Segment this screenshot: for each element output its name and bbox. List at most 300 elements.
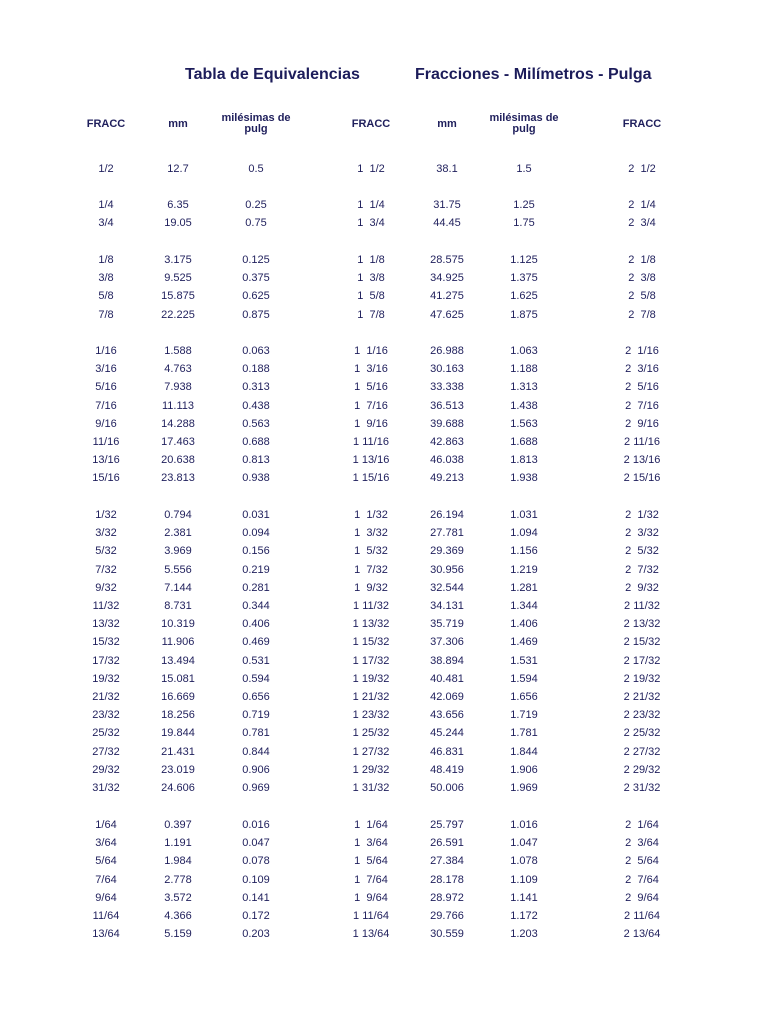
table-row xyxy=(0,761,768,779)
cell-mils-1: 1.313 xyxy=(510,381,538,394)
cell-mils: 0.406 xyxy=(242,618,270,631)
cell-frac-1: 1 5/64 xyxy=(354,855,388,868)
cell-frac: 1/16 xyxy=(95,345,117,357)
cell-frac: 19/32 xyxy=(92,672,120,685)
cell-mils-1: 1.125 xyxy=(510,254,538,266)
table-row xyxy=(0,269,768,287)
header-mm: mm xyxy=(168,117,188,130)
cell-mils-1: 1.281 xyxy=(510,581,538,594)
cell-mils: 0.172 xyxy=(242,910,270,922)
cell-frac-2: 2 9/32 xyxy=(625,581,659,594)
cell-mm: 23.813 xyxy=(161,472,195,485)
cell-frac-1: 1 27/32 xyxy=(352,745,390,758)
cell-mils: 0.563 xyxy=(242,417,270,430)
table-row xyxy=(0,506,768,524)
cell-mils: 0.969 xyxy=(242,782,270,794)
cell-mm-1: 38.894 xyxy=(430,654,464,667)
cell-frac: 3/64 xyxy=(95,837,117,850)
cell-mm-1: 27.781 xyxy=(430,527,464,540)
cell-mm: 6.35 xyxy=(167,199,189,211)
cell-mils-1: 1.625 xyxy=(510,290,538,303)
cell-mm: 5.556 xyxy=(164,563,192,576)
cell-mils: 0.219 xyxy=(242,563,270,576)
cell-mm-1: 28.178 xyxy=(430,873,464,886)
cell-frac-2: 2 7/16 xyxy=(625,399,659,412)
cell-frac-1: 1 9/32 xyxy=(354,581,388,594)
cell-frac-2: 2 27/32 xyxy=(623,745,661,758)
cell-mils-1: 1.375 xyxy=(510,272,538,285)
cell-mils: 0.094 xyxy=(242,527,270,540)
cell-frac: 7/16 xyxy=(95,399,117,412)
cell-mm: 23.019 xyxy=(161,763,195,776)
cell-frac-2: 2 3/16 xyxy=(625,363,659,376)
cell-mm: 2.778 xyxy=(164,873,192,886)
cell-frac-2: 2 21/32 xyxy=(623,691,661,703)
cell-frac-2: 2 1/32 xyxy=(625,509,659,521)
table-row xyxy=(0,378,768,396)
cell-frac: 1/4 xyxy=(98,199,114,211)
cell-mils-1: 1.563 xyxy=(510,417,538,430)
table-row xyxy=(0,542,768,560)
cell-mm-1: 29.766 xyxy=(430,910,464,922)
cell-frac-1: 1 7/32 xyxy=(354,563,388,576)
cell-mm: 0.397 xyxy=(164,819,192,831)
cell-mils: 0.75 xyxy=(245,217,267,230)
cell-frac: 3/32 xyxy=(95,527,117,540)
cell-frac: 9/16 xyxy=(95,417,117,430)
cell-frac-2: 2 1/64 xyxy=(625,819,659,831)
table-row xyxy=(0,907,768,925)
cell-mm-1: 27.384 xyxy=(430,855,464,868)
cell-frac: 27/32 xyxy=(92,745,120,758)
cell-mm: 3.175 xyxy=(164,254,192,266)
cell-frac-1: 1 13/16 xyxy=(352,454,390,467)
cell-frac-2: 2 11/32 xyxy=(624,600,660,612)
cell-mils-1: 1.109 xyxy=(510,873,538,886)
cell-mils-1: 1.656 xyxy=(510,691,538,703)
cell-frac-2: 2 17/32 xyxy=(623,654,661,667)
cell-frac: 25/32 xyxy=(92,727,120,740)
cell-mm: 3.572 xyxy=(164,891,192,904)
cell-frac-1: 1 9/64 xyxy=(354,891,388,904)
cell-mm-1: 34.131 xyxy=(430,600,464,612)
cell-frac-1: 1 5/32 xyxy=(354,545,388,558)
cell-mm-1: 44.45 xyxy=(433,217,461,230)
header-mils-1: milésimas de pulg xyxy=(489,112,559,135)
cell-frac: 11/64 xyxy=(92,910,120,922)
cell-frac: 13/32 xyxy=(92,618,120,631)
cell-frac-1: 1 17/32 xyxy=(352,654,390,667)
cell-mils: 0.156 xyxy=(242,545,270,558)
cell-frac-2: 2 15/32 xyxy=(623,636,661,649)
table-subtitle: Fracciones - Milímetros - Pulga xyxy=(415,66,652,83)
cell-mm: 2.381 xyxy=(164,527,192,540)
cell-mils: 0.375 xyxy=(242,272,270,285)
cell-mils: 0.906 xyxy=(242,763,270,776)
cell-mils: 0.656 xyxy=(242,691,270,703)
cell-mm: 19.844 xyxy=(161,727,195,740)
cell-mm-1: 48.419 xyxy=(430,763,464,776)
cell-mm: 4.366 xyxy=(164,910,192,922)
cell-mm-1: 28.575 xyxy=(430,254,464,266)
table-row xyxy=(0,196,768,214)
cell-frac-1: 1 13/32 xyxy=(352,618,390,631)
table-row xyxy=(0,415,768,433)
cell-frac: 15/32 xyxy=(92,636,120,649)
cell-mm-1: 32.544 xyxy=(430,581,464,594)
cell-mm-1: 45.244 xyxy=(430,727,464,740)
cell-mm: 22.225 xyxy=(161,308,195,321)
cell-mm: 5.159 xyxy=(164,928,192,941)
cell-frac-2: 2 31/32 xyxy=(623,782,661,794)
cell-mils-1: 1.594 xyxy=(510,672,538,685)
cell-frac: 1/32 xyxy=(95,509,117,521)
cell-frac-2: 2 5/8 xyxy=(628,290,656,303)
cell-mils: 0.344 xyxy=(242,600,270,612)
cell-mils: 0.625 xyxy=(242,290,270,303)
cell-mm: 11.906 xyxy=(161,636,195,649)
cell-mm-1: 26.591 xyxy=(430,837,464,850)
table-row xyxy=(0,469,768,487)
cell-mils: 0.078 xyxy=(242,855,270,868)
cell-frac: 15/16 xyxy=(92,472,120,485)
cell-frac: 29/32 xyxy=(92,763,120,776)
cell-mm-1: 25.797 xyxy=(430,819,464,831)
cell-mm-1: 42.863 xyxy=(430,436,464,448)
cell-mils-1: 1.031 xyxy=(510,509,538,521)
cell-mils-1: 1.719 xyxy=(510,709,538,722)
cell-frac-1: 1 1/32 xyxy=(354,509,388,521)
cell-frac: 3/8 xyxy=(98,272,114,285)
cell-mils: 0.25 xyxy=(245,199,267,211)
cell-mm-1: 34.925 xyxy=(430,272,464,285)
cell-frac-2: 2 13/16 xyxy=(623,454,661,467)
cell-frac: 31/32 xyxy=(92,782,120,794)
cell-mm-1: 26.194 xyxy=(430,509,464,521)
cell-frac-1: 1 15/16 xyxy=(352,472,390,485)
cell-mils-1: 1.344 xyxy=(510,600,538,612)
cell-mm-1: 49.213 xyxy=(430,472,464,485)
cell-frac: 13/16 xyxy=(92,454,120,467)
cell-mils: 0.5 xyxy=(248,163,264,175)
cell-frac: 11/16 xyxy=(92,436,120,448)
cell-mm: 14.288 xyxy=(161,417,195,430)
cell-mm: 4.763 xyxy=(164,363,192,376)
cell-mm: 1.984 xyxy=(164,855,192,868)
cell-frac-1: 1 7/64 xyxy=(354,873,388,886)
cell-mils-1: 1.063 xyxy=(510,345,538,357)
cell-frac: 3/4 xyxy=(98,217,114,230)
cell-mm: 12.7 xyxy=(167,163,189,175)
table-row xyxy=(0,397,768,415)
cell-frac-1: 1 23/32 xyxy=(352,709,390,722)
cell-frac-1: 1 3/16 xyxy=(354,363,388,376)
cell-mm-1: 47.625 xyxy=(430,308,464,321)
table-row xyxy=(0,214,768,232)
cell-mm-1: 35.719 xyxy=(430,618,464,631)
cell-mils-1: 1.844 xyxy=(510,745,538,758)
cell-frac-2: 2 25/32 xyxy=(623,727,661,740)
cell-mils: 0.719 xyxy=(242,709,270,722)
cell-mils: 0.016 xyxy=(242,819,270,831)
cell-mils: 0.688 xyxy=(242,436,270,448)
cell-frac-2: 2 7/32 xyxy=(625,563,659,576)
cell-frac-1: 1 11/64 xyxy=(353,910,389,922)
table-row xyxy=(0,779,768,797)
table-row xyxy=(0,852,768,870)
cell-mm-1: 40.481 xyxy=(430,672,464,685)
cell-mm-1: 38.1 xyxy=(436,163,458,175)
cell-mils-1: 1.75 xyxy=(513,217,535,230)
cell-frac-2: 2 3/4 xyxy=(628,217,656,230)
cell-frac-1: 1 1/16 xyxy=(354,345,388,357)
cell-mils: 0.203 xyxy=(242,928,270,941)
cell-mils-1: 1.781 xyxy=(510,727,538,740)
table-row xyxy=(0,925,768,943)
cell-frac: 9/32 xyxy=(95,581,117,594)
cell-mm: 17.463 xyxy=(161,436,195,448)
cell-mm-1: 46.038 xyxy=(430,454,464,467)
cell-frac-2: 2 5/16 xyxy=(625,381,659,394)
cell-mils: 0.125 xyxy=(242,254,270,266)
cell-frac-2: 2 1/16 xyxy=(625,345,659,357)
cell-mm-1: 41.275 xyxy=(430,290,464,303)
cell-frac-1: 1 31/32 xyxy=(352,782,390,794)
cell-mils: 0.141 xyxy=(242,891,270,904)
cell-frac: 5/8 xyxy=(98,290,114,303)
cell-frac: 9/64 xyxy=(95,891,117,904)
cell-frac: 1/8 xyxy=(98,254,114,266)
cell-mm: 16.669 xyxy=(161,691,195,703)
cell-frac-2: 2 3/64 xyxy=(625,837,659,850)
cell-mm-1: 43.656 xyxy=(430,709,464,722)
cell-frac-1: 1 11/16 xyxy=(353,436,389,448)
cell-frac: 1/2 xyxy=(98,163,114,175)
cell-frac-1: 1 3/32 xyxy=(354,527,388,540)
cell-frac-2: 2 1/8 xyxy=(628,254,656,266)
cell-mils: 0.188 xyxy=(242,363,270,376)
table-row xyxy=(0,306,768,324)
cell-mils: 0.938 xyxy=(242,472,270,485)
cell-mm: 13.494 xyxy=(161,654,195,667)
cell-frac: 17/32 xyxy=(92,654,120,667)
cell-mm: 9.525 xyxy=(164,272,192,285)
cell-frac: 7/64 xyxy=(95,873,117,886)
cell-mils: 0.438 xyxy=(242,399,270,412)
cell-frac-2: 2 7/8 xyxy=(628,308,656,321)
cell-mm-1: 26.988 xyxy=(430,345,464,357)
cell-mils-1: 1.938 xyxy=(510,472,538,485)
cell-frac-2: 2 13/32 xyxy=(623,618,661,631)
cell-mils: 0.313 xyxy=(242,381,270,394)
cell-mils-1: 1.875 xyxy=(510,308,538,321)
table-row xyxy=(0,743,768,761)
cell-mils-1: 1.203 xyxy=(510,928,538,941)
table-row xyxy=(0,724,768,742)
cell-mm-1: 33.338 xyxy=(430,381,464,394)
cell-mm: 8.731 xyxy=(164,600,192,612)
cell-mm: 1.191 xyxy=(164,837,192,850)
cell-frac-1: 1 19/32 xyxy=(352,672,390,685)
cell-frac-1: 1 13/64 xyxy=(352,928,390,941)
table-row xyxy=(0,524,768,542)
header-frac-2: FRACC xyxy=(622,117,662,130)
table-row xyxy=(0,561,768,579)
cell-frac-2: 2 11/64 xyxy=(624,910,660,922)
cell-frac: 3/16 xyxy=(95,363,117,376)
cell-mm: 15.875 xyxy=(161,290,195,303)
cell-mils-1: 1.156 xyxy=(510,545,538,558)
cell-mils: 0.047 xyxy=(242,837,270,850)
cell-mils-1: 1.047 xyxy=(510,837,538,850)
cell-mm: 0.794 xyxy=(164,509,192,521)
cell-frac-2: 2 1/2 xyxy=(628,163,656,175)
table-row xyxy=(0,160,768,178)
cell-mils: 0.031 xyxy=(242,509,270,521)
cell-frac-1: 1 1/64 xyxy=(354,819,388,831)
cell-mils-1: 1.172 xyxy=(510,910,538,922)
cell-frac-1: 1 3/8 xyxy=(357,272,385,285)
cell-frac-2: 2 1/4 xyxy=(628,199,656,211)
cell-mm-1: 30.956 xyxy=(430,563,464,576)
cell-frac-2: 2 5/32 xyxy=(625,545,659,558)
cell-mils: 0.063 xyxy=(242,345,270,357)
table-row xyxy=(0,871,768,889)
table-row xyxy=(0,579,768,597)
cell-frac-2: 2 5/64 xyxy=(625,855,659,868)
cell-mils-1: 1.078 xyxy=(510,855,538,868)
cell-mm: 7.144 xyxy=(164,581,192,594)
cell-mm: 10.319 xyxy=(161,618,195,631)
cell-frac-1: 1 9/16 xyxy=(354,417,388,430)
cell-frac: 21/32 xyxy=(92,691,120,703)
cell-frac-2: 2 7/64 xyxy=(625,873,659,886)
cell-frac-2: 2 9/16 xyxy=(625,417,659,430)
cell-frac-2: 2 15/16 xyxy=(623,472,661,485)
table-row xyxy=(0,342,768,360)
cell-frac-2: 2 11/16 xyxy=(624,436,660,448)
cell-mm-1: 37.306 xyxy=(430,636,464,649)
cell-frac: 5/64 xyxy=(95,855,117,868)
cell-mils-1: 1.25 xyxy=(513,199,535,211)
cell-mm: 3.969 xyxy=(164,545,192,558)
table-row xyxy=(0,652,768,670)
cell-mm: 1.588 xyxy=(164,345,192,357)
cell-mils: 0.109 xyxy=(242,873,270,886)
cell-mm: 21.431 xyxy=(161,745,195,758)
cell-mm-1: 46.831 xyxy=(430,745,464,758)
cell-mils-1: 1.531 xyxy=(510,654,538,667)
cell-frac-1: 1 7/8 xyxy=(357,308,385,321)
cell-mils-1: 1.906 xyxy=(510,763,538,776)
cell-mm-1: 39.688 xyxy=(430,417,464,430)
cell-mm: 15.081 xyxy=(161,672,195,685)
cell-frac-1: 1 25/32 xyxy=(352,727,390,740)
table-row xyxy=(0,433,768,451)
cell-mm: 24.606 xyxy=(161,782,195,794)
cell-frac-1: 1 1/2 xyxy=(357,163,385,175)
table-header xyxy=(0,108,768,140)
cell-mils-1: 1.016 xyxy=(510,819,538,831)
header-mils: milésimas de pulg xyxy=(221,112,291,135)
cell-frac: 1/64 xyxy=(95,819,117,831)
table-row xyxy=(0,816,768,834)
table-row xyxy=(0,633,768,651)
table-row xyxy=(0,615,768,633)
header-mm-1: mm xyxy=(437,117,457,130)
table-row xyxy=(0,688,768,706)
table-row xyxy=(0,360,768,378)
cell-mils-1: 1.469 xyxy=(510,636,538,649)
cell-mils-1: 1.219 xyxy=(510,563,538,576)
cell-mils-1: 1.188 xyxy=(510,363,538,376)
cell-frac: 5/16 xyxy=(95,381,117,394)
cell-mm: 7.938 xyxy=(164,381,192,394)
cell-mils-1: 1.813 xyxy=(510,454,538,467)
cell-mils: 0.469 xyxy=(242,636,270,649)
cell-mils-1: 1.406 xyxy=(510,618,538,631)
cell-frac-1: 1 5/16 xyxy=(354,381,388,394)
cell-frac-2: 2 3/32 xyxy=(625,527,659,540)
cell-frac-2: 2 23/32 xyxy=(623,709,661,722)
cell-frac-2: 2 9/64 xyxy=(625,891,659,904)
cell-frac-2: 2 13/64 xyxy=(623,928,661,941)
cell-mils-1: 1.5 xyxy=(516,163,532,175)
cell-mils: 0.875 xyxy=(242,308,270,321)
cell-mils: 0.781 xyxy=(242,727,270,740)
cell-mils: 0.813 xyxy=(242,454,270,467)
cell-mm: 18.256 xyxy=(161,709,195,722)
cell-mils-1: 1.141 xyxy=(510,891,538,904)
cell-mils-1: 1.688 xyxy=(510,436,538,448)
cell-frac-2: 2 19/32 xyxy=(623,672,661,685)
cell-mm-1: 31.75 xyxy=(433,199,461,211)
cell-frac-1: 1 7/16 xyxy=(354,399,388,412)
cell-mm-1: 42.069 xyxy=(430,691,464,703)
cell-mm-1: 29.369 xyxy=(430,545,464,558)
cell-frac-1: 1 5/8 xyxy=(357,290,385,303)
cell-mils: 0.594 xyxy=(242,672,270,685)
cell-mils-1: 1.438 xyxy=(510,399,538,412)
cell-mm: 20.638 xyxy=(161,454,195,467)
cell-mils-1: 1.969 xyxy=(510,782,538,794)
cell-mils: 0.281 xyxy=(242,581,270,594)
cell-mm-1: 36.513 xyxy=(430,399,464,412)
cell-frac-1: 1 11/32 xyxy=(353,600,389,612)
header-frac-1: FRACC xyxy=(351,117,391,130)
cell-mm-1: 50.006 xyxy=(430,782,464,794)
cell-frac-1: 1 3/4 xyxy=(357,217,385,230)
table-row xyxy=(0,670,768,688)
table-title: Tabla de Equivalencias xyxy=(185,66,360,83)
cell-mm: 11.113 xyxy=(161,399,195,412)
cell-frac-1: 1 15/32 xyxy=(352,636,390,649)
cell-frac-2: 2 3/8 xyxy=(628,272,656,285)
table-row xyxy=(0,251,768,269)
cell-frac-1: 1 29/32 xyxy=(352,763,390,776)
header-frac: FRACC xyxy=(86,117,126,130)
cell-frac-1: 1 3/64 xyxy=(354,837,388,850)
cell-mm-1: 30.163 xyxy=(430,363,464,376)
table-row xyxy=(0,597,768,615)
table-row xyxy=(0,889,768,907)
table-row xyxy=(0,834,768,852)
cell-frac-1: 1 1/4 xyxy=(357,199,385,211)
cell-mils: 0.531 xyxy=(242,654,270,667)
cell-mm-1: 28.972 xyxy=(430,891,464,904)
cell-frac: 5/32 xyxy=(95,545,117,558)
cell-frac: 7/8 xyxy=(98,308,114,321)
